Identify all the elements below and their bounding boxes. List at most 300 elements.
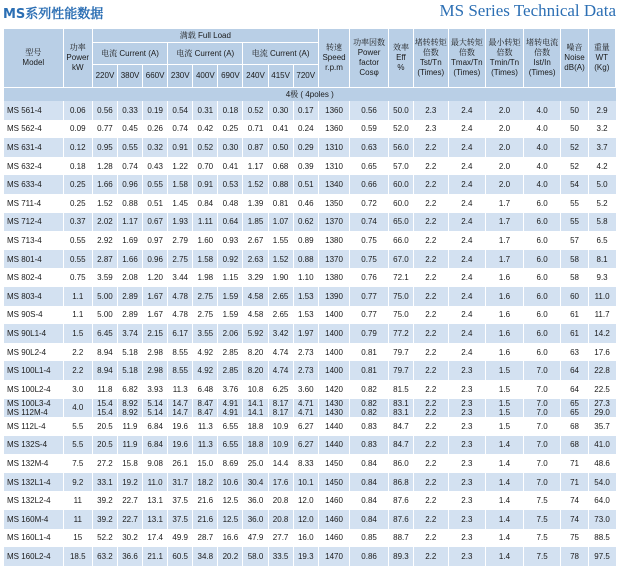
- table-row: [4, 213, 616, 232]
- data-cell: 2.67: [243, 231, 268, 250]
- data-cell: 39.2: [92, 510, 117, 529]
- data-cell: 2.2: [414, 268, 449, 287]
- data-cell: 0.84: [350, 510, 389, 529]
- data-cell: 19.6: [168, 436, 193, 455]
- data-cell: 1.4: [486, 454, 524, 473]
- data-cell: 1440: [318, 436, 349, 455]
- data-cell: 6.25: [268, 380, 293, 399]
- data-cell: 6.45: [92, 324, 117, 343]
- table-row: [4, 138, 616, 157]
- data-cell: 12.5: [218, 510, 243, 529]
- data-cell: 28.7: [193, 529, 218, 548]
- data-cell: 0.75: [63, 268, 92, 287]
- data-cell: 1.6: [486, 324, 524, 343]
- data-cell: 2.2: [414, 547, 449, 566]
- data-cell: 36.0: [243, 510, 268, 529]
- data-cell: 2.2: [414, 306, 449, 325]
- data-cell: 3.74: [117, 324, 142, 343]
- data-cell: 21.6: [193, 491, 218, 510]
- data-cell: 2.89: [117, 306, 142, 325]
- data-cell: 2.3: [448, 380, 486, 399]
- data-cell: 15.8: [117, 454, 142, 473]
- data-cell: 0.64: [218, 213, 243, 232]
- data-cell: 83.1 83.1: [388, 399, 413, 418]
- data-cell: 0.88: [268, 175, 293, 194]
- data-cell: 3.76: [218, 380, 243, 399]
- data-cell: 60: [561, 287, 588, 306]
- data-cell: 1.97: [293, 324, 318, 343]
- header-locked-torque: 堵转转矩 倍数 Tst/Tn (Times): [414, 29, 449, 88]
- data-cell: 14.4: [268, 454, 293, 473]
- data-cell: 15.4 15.4: [92, 399, 117, 418]
- model-cell: MS 132M-4: [4, 454, 64, 473]
- data-cell: 22.7: [117, 510, 142, 529]
- data-cell: 2.79: [168, 231, 193, 250]
- data-cell: 0.18: [218, 101, 243, 120]
- data-cell: 0.74: [117, 157, 142, 176]
- model-cell: MS 132S-4: [4, 436, 64, 455]
- data-cell: 74: [561, 491, 588, 510]
- data-cell: 61: [561, 324, 588, 343]
- data-cell: 0.26: [143, 120, 168, 139]
- data-cell: 16.0: [293, 529, 318, 548]
- data-cell: 1310: [318, 157, 349, 176]
- data-cell: 12.0: [293, 491, 318, 510]
- data-cell: 30.2: [117, 529, 142, 548]
- data-cell: 2.92: [92, 231, 117, 250]
- data-cell: 11.7: [588, 306, 615, 325]
- data-cell: 2.3: [448, 529, 486, 548]
- data-cell: 1350: [318, 194, 349, 213]
- data-cell: 8.55: [168, 361, 193, 380]
- data-cell: 79.7: [388, 343, 413, 362]
- data-cell: 1360: [318, 120, 349, 139]
- data-cell: 2.3: [448, 454, 486, 473]
- model-cell: MS 160M-4: [4, 510, 64, 529]
- data-cell: 0.43: [143, 157, 168, 176]
- data-cell: 5.8: [588, 213, 615, 232]
- data-cell: 19.3: [293, 547, 318, 566]
- data-cell: 64.0: [588, 491, 615, 510]
- data-cell: 0.48: [218, 194, 243, 213]
- model-cell: MS 632-4: [4, 157, 64, 176]
- data-cell: 1.39: [243, 194, 268, 213]
- data-cell: 2.2: [414, 287, 449, 306]
- data-cell: 0.75: [350, 231, 389, 250]
- data-cell: 65 65: [561, 399, 588, 418]
- data-cell: 1360: [318, 101, 349, 120]
- model-cell: MS 100L3-4 MS 112M-4: [4, 399, 64, 418]
- data-cell: 8.47 8.47: [193, 399, 218, 418]
- data-cell: 0.77: [92, 120, 117, 139]
- data-cell: 11: [63, 491, 92, 510]
- data-cell: 0.66: [350, 175, 389, 194]
- data-cell: 0.93: [218, 231, 243, 250]
- data-cell: 11: [63, 510, 92, 529]
- data-cell: 2.98: [143, 361, 168, 380]
- header-voltage: 230V: [168, 65, 193, 88]
- model-cell: MS 90L1-4: [4, 324, 64, 343]
- data-cell: 1460: [318, 491, 349, 510]
- header-model: 型号 Model: [4, 29, 64, 88]
- data-cell: 2.4: [448, 157, 486, 176]
- data-cell: 0.41: [268, 120, 293, 139]
- model-cell: MS 713-4: [4, 231, 64, 250]
- data-cell: 1.93: [168, 213, 193, 232]
- data-cell: 1.67: [143, 306, 168, 325]
- data-cell: 2.63: [243, 250, 268, 269]
- data-cell: 15.0: [193, 454, 218, 473]
- data-cell: 1380: [318, 231, 349, 250]
- data-cell: 3.55: [193, 324, 218, 343]
- data-cell: 0.54: [168, 101, 193, 120]
- data-cell: 0.84: [350, 491, 389, 510]
- data-cell: 0.77: [350, 306, 389, 325]
- data-cell: 0.76: [350, 268, 389, 287]
- data-cell: 9.3: [588, 268, 615, 287]
- data-cell: 6.0: [523, 287, 561, 306]
- data-cell: 3.42: [268, 324, 293, 343]
- data-cell: 7.0: [523, 380, 561, 399]
- data-cell: 55: [561, 213, 588, 232]
- data-cell: 2.4: [448, 120, 486, 139]
- data-cell: 0.84: [193, 194, 218, 213]
- data-cell: 18.5: [63, 547, 92, 566]
- data-cell: 0.52: [193, 138, 218, 157]
- data-cell: 33.1: [92, 473, 117, 492]
- data-cell: 37.5: [168, 491, 193, 510]
- data-cell: 7.5: [523, 529, 561, 548]
- data-cell: 2.0: [486, 138, 524, 157]
- data-cell: 1.52: [243, 175, 268, 194]
- data-cell: 11.3: [193, 417, 218, 436]
- data-cell: 60.0: [388, 194, 413, 213]
- data-cell: 19.6: [168, 417, 193, 436]
- data-cell: 2.2: [414, 417, 449, 436]
- data-cell: 1.4: [486, 510, 524, 529]
- header-voltage: 220V: [92, 65, 117, 88]
- table-row: [4, 547, 616, 566]
- data-cell: 0.72: [350, 194, 389, 213]
- data-cell: 11.9: [117, 417, 142, 436]
- table-row: [4, 399, 616, 418]
- data-cell: 4.0: [523, 138, 561, 157]
- data-cell: 2.0: [486, 157, 524, 176]
- header-voltage: 720V: [293, 65, 318, 88]
- data-cell: 0.32: [143, 138, 168, 157]
- data-cell: 4.74: [268, 343, 293, 362]
- data-cell: 1.55: [268, 231, 293, 250]
- data-cell: 58: [561, 250, 588, 269]
- data-cell: 1.85: [243, 213, 268, 232]
- data-cell: 64: [561, 380, 588, 399]
- data-cell: 2.2: [414, 491, 449, 510]
- data-cell: 0.33: [117, 101, 142, 120]
- data-cell: 89.3: [388, 547, 413, 566]
- data-cell: 75: [561, 529, 588, 548]
- data-cell: 7.0: [523, 454, 561, 473]
- data-cell: 8.20: [243, 361, 268, 380]
- data-cell: 2.4: [448, 138, 486, 157]
- header-noise: 噪音 Noise dB(A): [561, 29, 588, 88]
- data-cell: 1.4: [486, 529, 524, 548]
- model-cell: MS 712-4: [4, 213, 64, 232]
- data-cell: 2.75: [168, 250, 193, 269]
- data-cell: 2.08: [117, 268, 142, 287]
- data-cell: 54.0: [588, 473, 615, 492]
- data-cell: 1.59: [218, 287, 243, 306]
- data-cell: 2.2: [414, 380, 449, 399]
- data-cell: 1.58: [168, 175, 193, 194]
- data-cell: 1.7: [486, 194, 524, 213]
- data-cell: 1460: [318, 510, 349, 529]
- header-locked-current: 堵转电流 倍数 Ist/In (Times): [523, 29, 561, 88]
- header-voltage: 400V: [193, 65, 218, 88]
- data-cell: 2.2: [414, 250, 449, 269]
- data-cell: 4.0: [63, 399, 92, 418]
- data-cell: 4.0: [523, 157, 561, 176]
- data-cell: 2.85: [218, 361, 243, 380]
- data-cell: 8.94: [92, 361, 117, 380]
- data-cell: 0.63: [350, 138, 389, 157]
- header-voltage: 690V: [218, 65, 243, 88]
- data-cell: 0.17: [293, 101, 318, 120]
- data-cell: 4.58: [243, 306, 268, 325]
- data-cell: 1.7: [486, 213, 524, 232]
- data-cell: 35.7: [588, 417, 615, 436]
- data-cell: 6.0: [523, 268, 561, 287]
- data-cell: 49.9: [168, 529, 193, 548]
- data-cell: 19.2: [117, 473, 142, 492]
- data-cell: 4.92: [193, 361, 218, 380]
- model-cell: MS 801-4: [4, 250, 64, 269]
- data-cell: 1.15: [218, 268, 243, 287]
- data-cell: 50.0: [388, 101, 413, 120]
- data-cell: 6.27: [293, 436, 318, 455]
- data-cell: 2.2 2.2: [414, 399, 449, 418]
- data-cell: 36.0: [243, 491, 268, 510]
- model-cell: MS 90L2-4: [4, 343, 64, 362]
- table-row: [4, 120, 616, 139]
- data-cell: 1.45: [168, 194, 193, 213]
- data-cell: 63.2: [92, 547, 117, 566]
- data-cell: 2.3: [448, 361, 486, 380]
- data-cell: 11.3: [193, 436, 218, 455]
- data-cell: 1.4: [486, 473, 524, 492]
- data-cell: 1.5: [486, 417, 524, 436]
- data-cell: 1.90: [268, 268, 293, 287]
- data-cell: 39.2: [92, 491, 117, 510]
- data-cell: 3.2: [588, 120, 615, 139]
- data-cell: 2.65: [268, 287, 293, 306]
- table-row: [4, 510, 616, 529]
- data-cell: 5.18: [117, 343, 142, 362]
- data-cell: 1.66: [92, 175, 117, 194]
- model-cell: MS 132L2-4: [4, 491, 64, 510]
- data-cell: 2.2: [414, 157, 449, 176]
- data-cell: 1.5: [486, 361, 524, 380]
- data-cell: 2.2: [414, 473, 449, 492]
- data-cell: 0.55: [63, 231, 92, 250]
- data-cell: 5.18: [117, 361, 142, 380]
- data-cell: 84.7: [388, 436, 413, 455]
- data-cell: 2.87: [92, 250, 117, 269]
- data-cell: 2.2: [414, 361, 449, 380]
- table-row: [4, 361, 616, 380]
- data-cell: 2.2: [414, 529, 449, 548]
- data-cell: 2.3: [414, 101, 449, 120]
- data-cell: 12.5: [218, 491, 243, 510]
- data-cell: 2.3: [448, 473, 486, 492]
- data-cell: 63: [561, 343, 588, 362]
- header-full-load: 满载 Full Load: [92, 29, 318, 43]
- data-cell: 2.2: [414, 231, 449, 250]
- data-cell: 1.17: [117, 213, 142, 232]
- table-row: [4, 231, 616, 250]
- data-cell: 0.55: [143, 175, 168, 194]
- data-cell: 4.71 4.71: [293, 399, 318, 418]
- data-cell: 0.91: [193, 175, 218, 194]
- data-cell: 2.2: [63, 361, 92, 380]
- data-cell: 1.7: [486, 231, 524, 250]
- data-cell: 6.48: [193, 380, 218, 399]
- data-cell: 1370: [318, 250, 349, 269]
- data-cell: 0.87: [243, 138, 268, 157]
- data-cell: 7.0: [523, 436, 561, 455]
- table-row: [4, 175, 616, 194]
- header-speed: 转速 Speed r.p.m: [318, 29, 349, 88]
- data-cell: 6.0: [523, 250, 561, 269]
- data-cell: 1.52: [268, 250, 293, 269]
- data-cell: 14.1 14.1: [243, 399, 268, 418]
- data-cell: 2.3: [448, 547, 486, 566]
- data-cell: 2.9: [588, 101, 615, 120]
- data-cell: 2.85: [218, 343, 243, 362]
- table-row: [4, 324, 616, 343]
- data-cell: 0.96: [143, 250, 168, 269]
- header-power: 功率 Power kW: [63, 29, 92, 88]
- data-cell: 13.1: [143, 491, 168, 510]
- data-cell: 10.9: [268, 436, 293, 455]
- data-cell: 5.14 5.14: [143, 399, 168, 418]
- table-row: [4, 306, 616, 325]
- data-cell: 6.84: [143, 436, 168, 455]
- data-cell: 71: [561, 473, 588, 492]
- data-cell: 6.84: [143, 417, 168, 436]
- data-cell: 1.4: [486, 491, 524, 510]
- data-cell: 2.89: [117, 287, 142, 306]
- data-cell: 2.3: [448, 417, 486, 436]
- data-cell: 2.2: [414, 454, 449, 473]
- data-cell: 14.2: [588, 324, 615, 343]
- data-cell: 7.0 7.0: [523, 399, 561, 418]
- data-cell: 2.4: [448, 268, 486, 287]
- data-cell: 2.75: [193, 287, 218, 306]
- data-cell: 7.0: [523, 417, 561, 436]
- data-cell: 1.53: [293, 306, 318, 325]
- data-cell: 52: [561, 138, 588, 157]
- data-cell: 56.0: [388, 138, 413, 157]
- data-cell: 0.59: [350, 120, 389, 139]
- data-cell: 47.9: [243, 529, 268, 548]
- data-cell: 18.8: [243, 436, 268, 455]
- data-cell: 1.6: [486, 343, 524, 362]
- technical-data-table: [3, 28, 616, 566]
- data-cell: 1450: [318, 454, 349, 473]
- title-english: MS Series Technical Data: [439, 1, 616, 20]
- data-cell: 0.18: [63, 157, 92, 176]
- data-cell: 16.6: [218, 529, 243, 548]
- data-cell: 2.2: [414, 194, 449, 213]
- data-cell: 2.4: [448, 324, 486, 343]
- data-cell: 0.56: [92, 101, 117, 120]
- table-row: [4, 101, 616, 120]
- data-cell: 17.6: [588, 343, 615, 362]
- header-voltage: 660V: [143, 65, 168, 88]
- data-cell: 74: [561, 510, 588, 529]
- data-cell: 0.88: [117, 194, 142, 213]
- data-cell: 4.92: [193, 343, 218, 362]
- data-cell: 3.93: [143, 380, 168, 399]
- data-cell: 0.81: [350, 343, 389, 362]
- data-cell: 4.2: [588, 157, 615, 176]
- data-cell: 2.02: [92, 213, 117, 232]
- data-cell: 11.9: [117, 436, 142, 455]
- data-cell: 1.4: [486, 436, 524, 455]
- table-row: [4, 491, 616, 510]
- table-row: [4, 268, 616, 287]
- data-cell: 8.55: [168, 343, 193, 362]
- data-cell: 0.85: [350, 529, 389, 548]
- table-row: [4, 157, 616, 176]
- data-cell: 17.6: [268, 473, 293, 492]
- data-cell: 64: [561, 361, 588, 380]
- data-cell: 1.07: [268, 213, 293, 232]
- data-cell: 57: [561, 231, 588, 250]
- data-cell: 5.2: [588, 194, 615, 213]
- data-cell: 2.2: [414, 138, 449, 157]
- data-cell: 20.5: [92, 417, 117, 436]
- data-cell: 86.8: [388, 473, 413, 492]
- data-cell: 7.5: [523, 547, 561, 566]
- data-cell: 4.78: [168, 287, 193, 306]
- data-cell: 1.1: [63, 306, 92, 325]
- data-cell: 11.3: [168, 380, 193, 399]
- data-cell: 0.25: [63, 175, 92, 194]
- data-cell: 1.11: [193, 213, 218, 232]
- data-cell: 0.91: [168, 138, 193, 157]
- data-cell: 0.12: [63, 138, 92, 157]
- data-cell: 22.7: [117, 491, 142, 510]
- data-cell: 7.0: [523, 473, 561, 492]
- data-cell: 0.83: [350, 417, 389, 436]
- data-cell: 15: [63, 529, 92, 548]
- model-cell: MS 711-4: [4, 194, 64, 213]
- data-cell: 1380: [318, 268, 349, 287]
- data-cell: 3.44: [168, 268, 193, 287]
- data-cell: 8.33: [293, 454, 318, 473]
- data-cell: 65.0: [388, 213, 413, 232]
- data-cell: 2.98: [143, 343, 168, 362]
- header-power-factor: 功率因数 Power factor Cosφ: [350, 29, 389, 88]
- data-cell: 18.2: [193, 473, 218, 492]
- data-cell: 0.83: [350, 436, 389, 455]
- data-cell: 5.5: [63, 436, 92, 455]
- data-cell: 3.59: [92, 268, 117, 287]
- data-cell: 4.58: [243, 287, 268, 306]
- data-cell: 4.74: [268, 361, 293, 380]
- data-cell: 20.5: [92, 436, 117, 455]
